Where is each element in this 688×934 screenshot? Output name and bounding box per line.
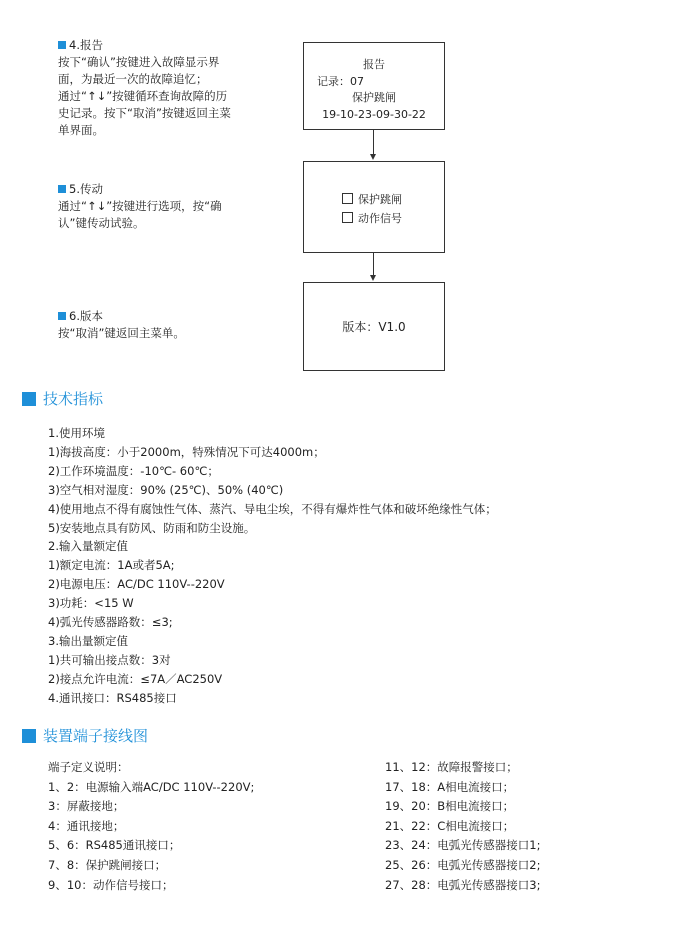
report-event: 保护跳闸: [352, 91, 396, 104]
text-line: 通过“↑↓”按键进行选项，按“确: [58, 199, 222, 213]
terminal-line: 4：通讯接地；: [48, 818, 125, 833]
spec-line: 3)功耗：<15 W: [48, 596, 134, 611]
tech-spec-list: [48, 424, 497, 708]
bullet-square-icon: [58, 185, 66, 193]
menu-drive-desc: [58, 181, 222, 232]
version-screen-box: [303, 282, 445, 371]
menu-report-desc: [58, 37, 231, 139]
text-line: 面，为最近一次的故障追忆；: [58, 72, 208, 86]
spec-line: 1)共可输出接点数：3对: [48, 652, 171, 667]
section-square-icon: [22, 729, 36, 743]
spec-line: 3)空气相对湿度：90% (25℃)、50% (40℃): [48, 482, 284, 497]
terminal-line: 5、6：RS485通讯接口；: [48, 838, 181, 853]
terminal-line: 3：屏蔽接地；: [48, 799, 125, 814]
spec-line: 3.输出量额定值: [48, 633, 128, 648]
terminal-line: 端子定义说明：: [48, 760, 129, 774]
menu-version-desc: [58, 308, 185, 342]
report-time: 19-10-23-09-30-22: [322, 107, 426, 121]
spec-line: 2.输入量额定值: [48, 539, 128, 554]
terminal-list-left: [48, 758, 254, 895]
terminal-line: 17、18：A相电流接口；: [385, 779, 515, 794]
flow-connector: [373, 253, 374, 275]
terminal-line: 21、22：C相电流接口；: [385, 818, 515, 833]
checkbox-icon: [342, 193, 353, 204]
spec-line: 1.使用环境: [48, 426, 105, 440]
spec-line: 2)接点允许电流：≤7A／AC250V: [48, 671, 223, 686]
spec-line: 4)弧光传感器路数：≤3;: [48, 615, 173, 630]
menu-drive-title: 5.传动: [69, 182, 103, 196]
terminal-line: 7、8：保护跳闸接口；: [48, 857, 167, 872]
drive-screen-box: [303, 161, 445, 253]
spec-line: 4.通讯接口：RS485接口: [48, 690, 177, 705]
tech-heading: 技术指标: [43, 390, 104, 408]
wiring-section-header: [22, 725, 148, 746]
text-line: 史记录。按下“取消”按键返回主菜: [58, 106, 231, 120]
text-line: 按下“确认”按键进入故障显示界: [58, 55, 220, 69]
checkbox-icon: [342, 212, 353, 223]
arrow-down-icon: [370, 154, 376, 160]
terminal-line: 11、12：故障报警接口；: [385, 760, 518, 774]
drive-option: 动作信号: [358, 212, 402, 225]
text-line: 单界面。: [58, 123, 104, 137]
spec-line: 1)海拔高度：小于2000m，特殊情况下可达4000m；: [48, 444, 325, 459]
terminal-line: 1、2：电源输入端AC/DC 110V--220V;: [48, 779, 255, 794]
wiring-heading: 装置端子接线图: [43, 727, 149, 745]
terminal-line: 9、10：动作信号接口；: [48, 877, 174, 892]
report-screen-title: 报告: [363, 58, 385, 71]
section-square-icon: [22, 392, 36, 406]
spec-line: 2)工作环境温度：-10℃- 60℃；: [48, 463, 219, 478]
terminal-line: 19、20：B相电流接口；: [385, 799, 515, 814]
flow-connector: [373, 130, 374, 154]
spec-line: 5)安装地点具有防风、防雨和防尘设施。: [48, 520, 256, 535]
version-text: 版本：V1.0: [342, 320, 406, 334]
menu-report-title: 4.报告: [69, 38, 103, 52]
text-line: 按“取消”键返回主菜单。: [58, 326, 185, 340]
spec-line: 2)电源电压：AC/DC 110V--220V: [48, 577, 225, 592]
arrow-down-icon: [370, 275, 376, 281]
text-line: 通过“↑↓”按键循环查询故障的历: [58, 89, 228, 103]
terminal-list-right: [385, 758, 540, 895]
drive-option: 保护跳闸: [358, 193, 402, 206]
report-record: 记录：07: [317, 74, 364, 88]
terminal-line: 25、26：电弧光传感器接口2;: [385, 857, 541, 872]
report-screen-box: [303, 42, 445, 130]
text-line: 认”键传动试验。: [58, 216, 145, 230]
menu-version-title: 6.版本: [69, 309, 103, 323]
tech-section-header: [22, 388, 103, 409]
terminal-line: 23、24：电弧光传感器接口1;: [385, 838, 541, 853]
bullet-square-icon: [58, 41, 66, 49]
spec-line: 1)额定电流：1A或者5A;: [48, 558, 175, 573]
spec-line: 4)使用地点不得有腐蚀性气体、蒸汽、导电尘埃，不得有爆炸性气体和破坏绝缘性气体；: [48, 501, 497, 516]
bullet-square-icon: [58, 312, 66, 320]
terminal-line: 27、28：电弧光传感器接口3;: [385, 877, 541, 892]
